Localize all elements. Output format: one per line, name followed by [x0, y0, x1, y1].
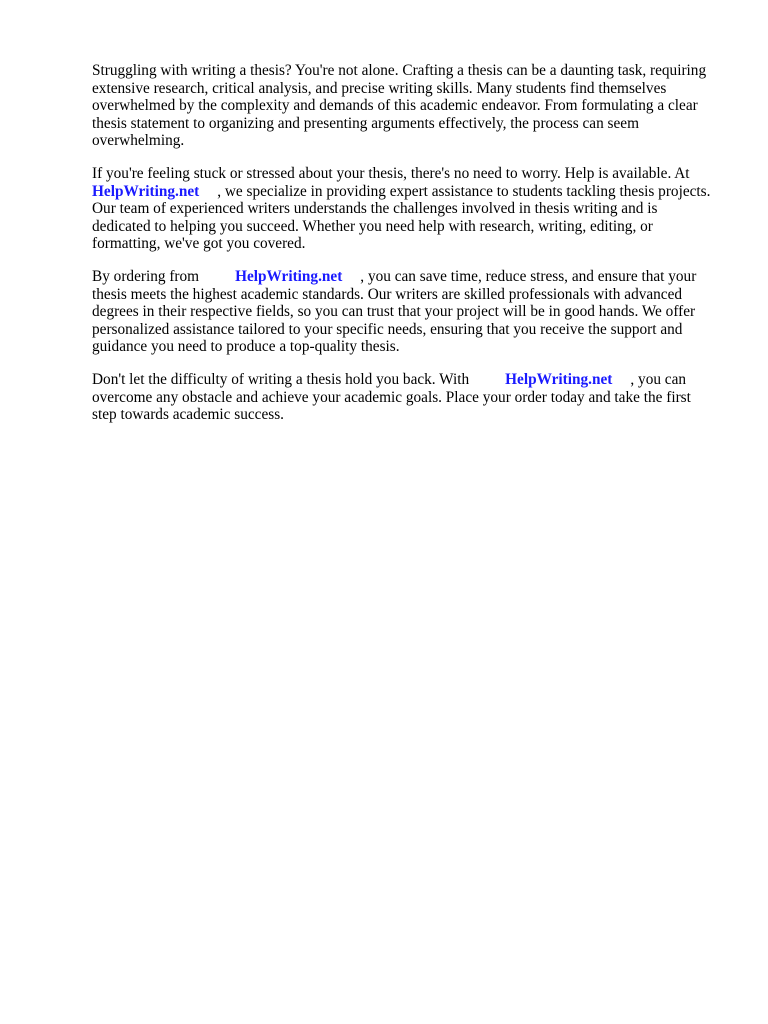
text-line: If you're feeling stuck or stressed about your thesis, there's no need to worry. Help is available. At: [92, 164, 690, 182]
text-line: [92, 371, 722, 389]
text-line: dedicated to helping you succeed. Whether you need help with research, writing, editing, or: [92, 217, 653, 235]
helpwriting-link[interactable]: HelpWriting.net: [235, 267, 343, 285]
helpwriting-link[interactable]: HelpWriting.net: [505, 370, 613, 388]
text-line: formatting, we've got you covered.: [92, 235, 306, 253]
text-line: thesis meets the highest academic standards. Our writers are skilled professionals with advanced: [92, 285, 683, 303]
text-segment: Don't let the difficulty of writing a thesis hold you back. With: [92, 370, 470, 388]
text-segment: By ordering from: [92, 267, 200, 285]
text-line: guidance you need to produce a top-quality thesis.: [92, 338, 400, 356]
paragraph-help: [92, 165, 722, 253]
text-line: overwhelmed by the complexity and demands of this academic endeavor. From formulating a clear: [92, 97, 698, 115]
text-line: degrees in their respective fields, so you can trust that your project will be in good hands. We offer: [92, 303, 696, 321]
text-line: overwhelming.: [92, 132, 185, 150]
text-line: personalized assistance tailored to your specific needs, ensuring that you receive the support and: [92, 320, 683, 338]
text-segment: , we specialize in providing expert assistance to students tackling thesis projects.: [217, 182, 711, 200]
text-line: step towards academic success.: [92, 406, 284, 424]
text-line: thesis statement to organizing and presenting arguments effectively, the process can seem: [92, 114, 639, 132]
helpwriting-link[interactable]: HelpWriting.net: [92, 182, 200, 200]
text-line: extensive research, critical analysis, and precise writing skills. Many students find themselves: [92, 79, 667, 97]
paragraph-closing: [92, 371, 722, 424]
text-segment: , you can save time, reduce stress, and ensure that your: [360, 267, 697, 285]
text-line: [92, 268, 722, 286]
text-line: Struggling with writing a thesis? You're not alone. Crafting a thesis can be a daunting task, requiring: [92, 62, 707, 79]
text-line: overcome any obstacle and achieve your academic goals. Place your order today and take the first: [92, 388, 691, 406]
paragraph-intro: [92, 62, 722, 150]
text-segment: , you can: [630, 370, 687, 388]
text-line: [92, 183, 722, 201]
text-line: Our team of experienced writers understands the challenges involved in thesis writing and is: [92, 200, 658, 218]
paragraph-ordering: [92, 268, 722, 356]
document-body: [92, 62, 722, 439]
